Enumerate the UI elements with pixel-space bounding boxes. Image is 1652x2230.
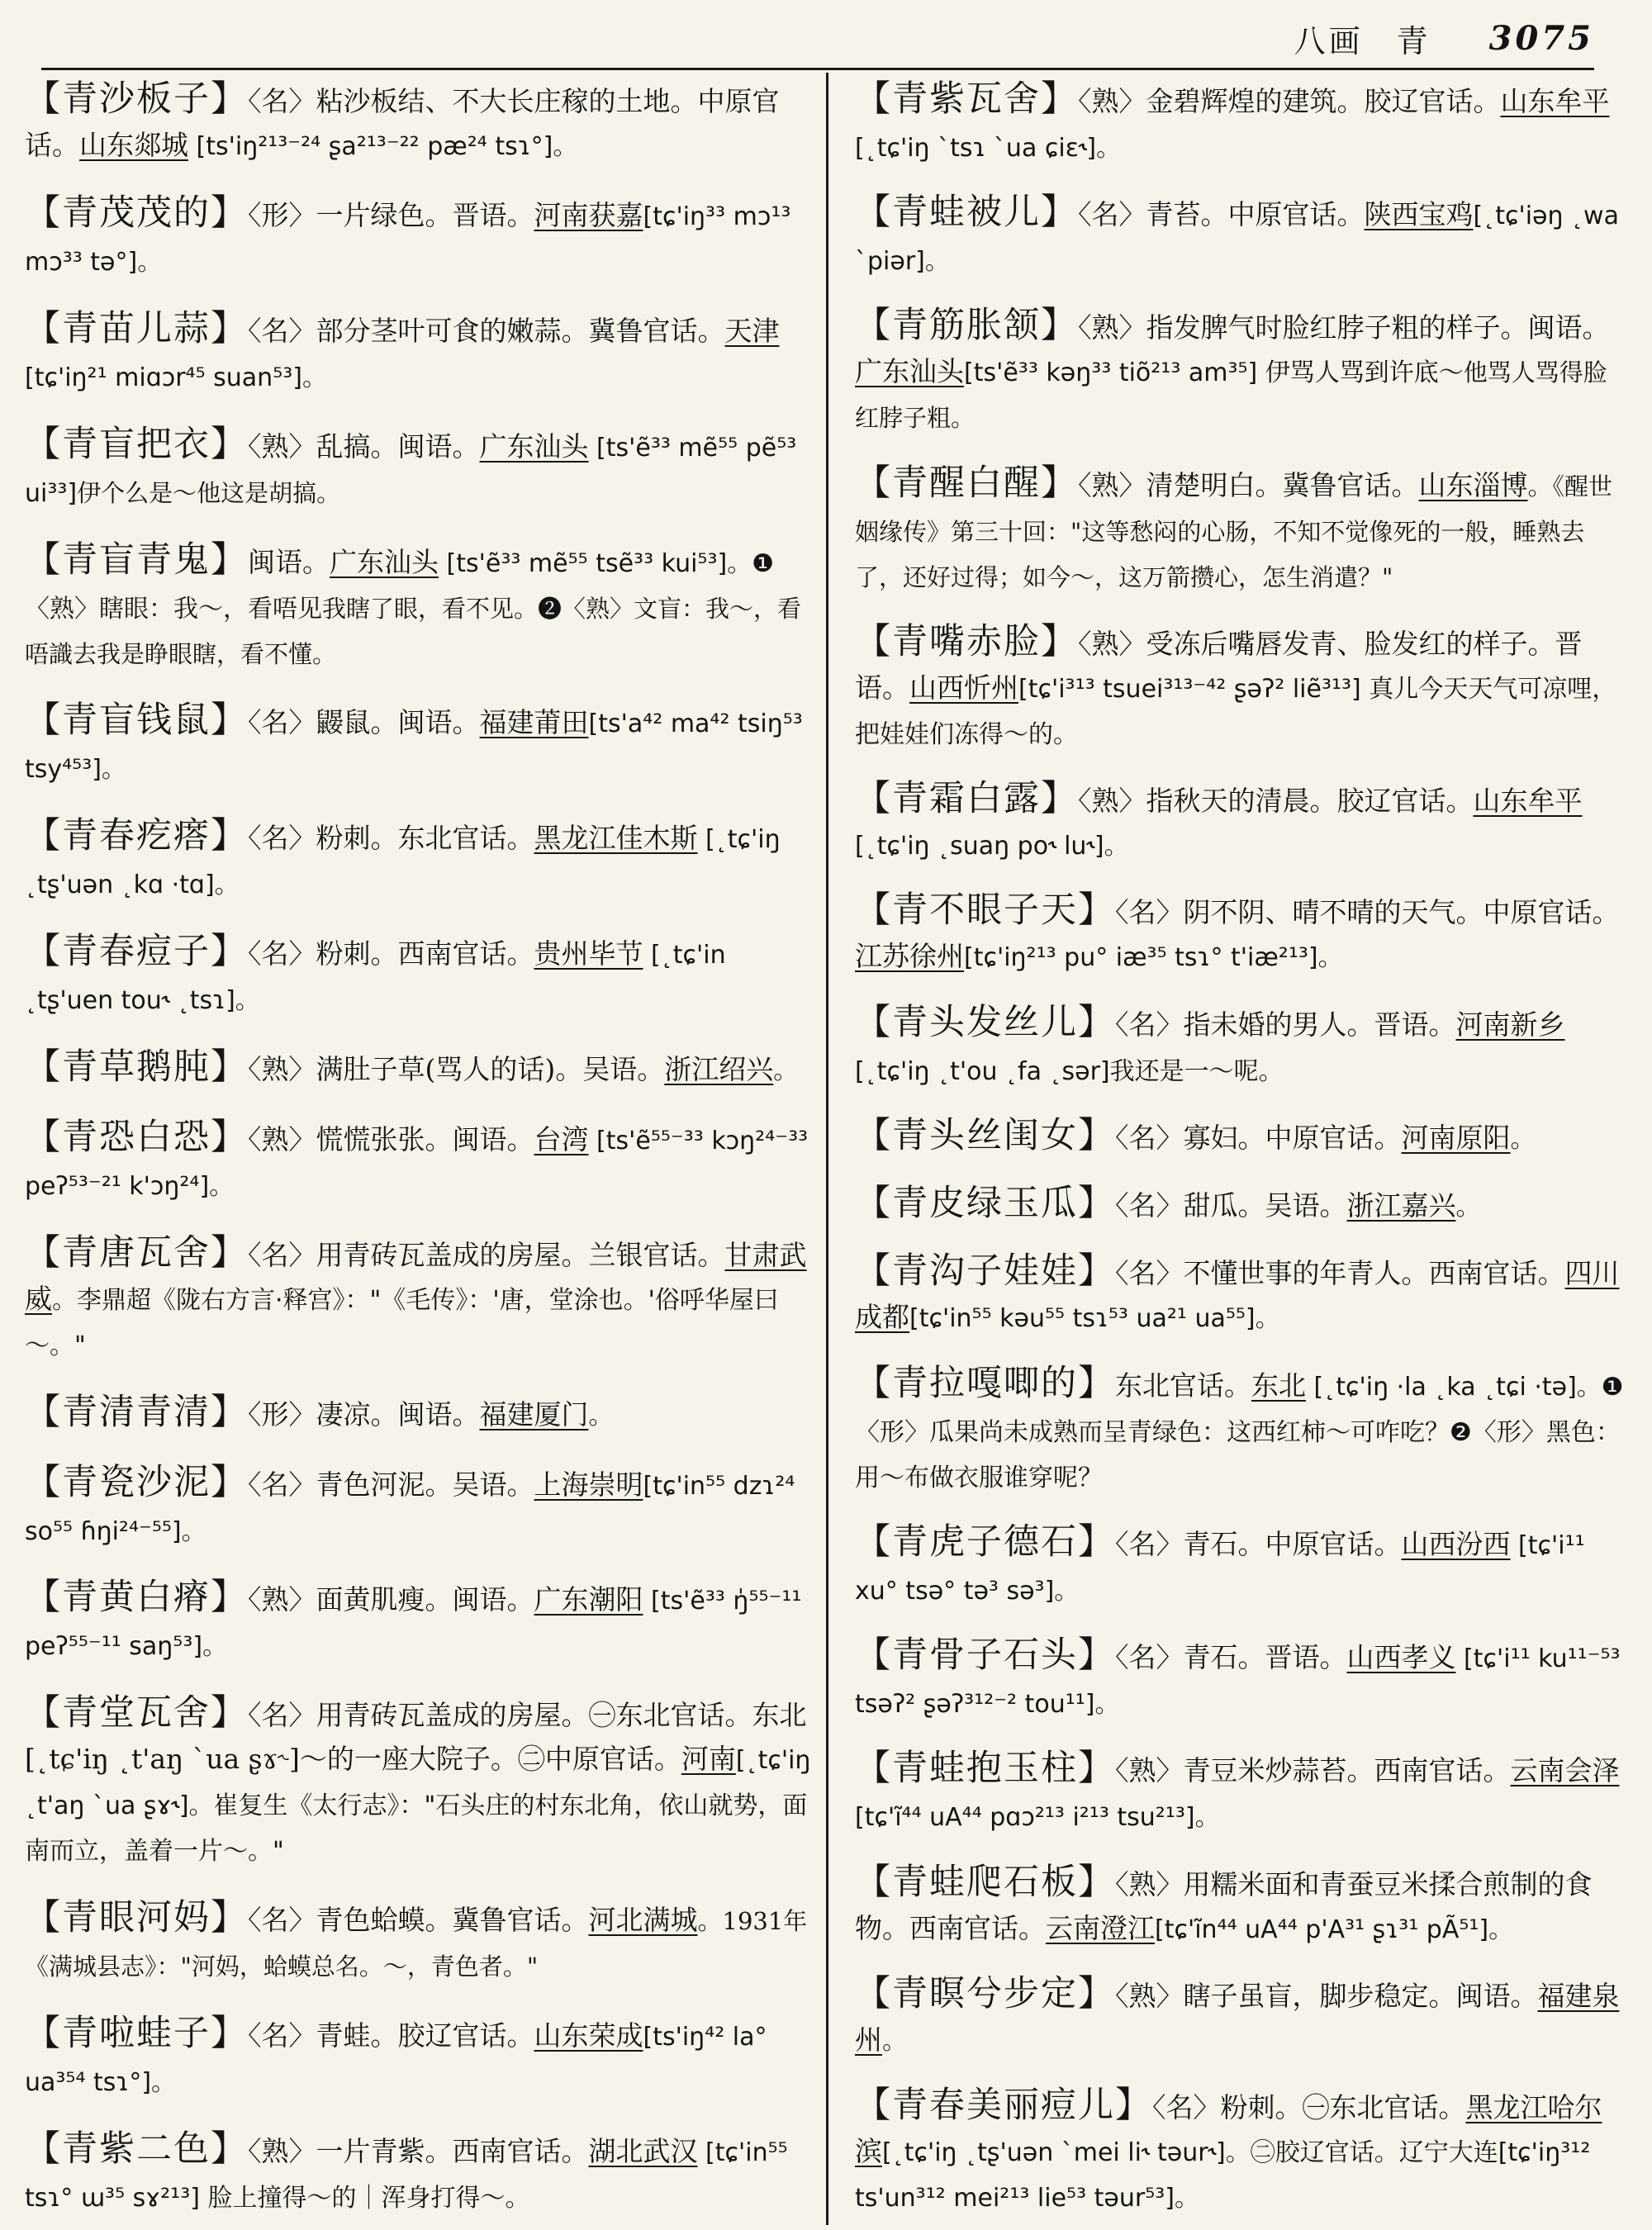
part-of-speech-tag: 〈名〉 xyxy=(248,1238,316,1271)
definition-text: 受冻后嘴唇发青、脸发红的样子。晋语。 xyxy=(855,627,1583,704)
dictionary-entry xyxy=(855,999,1627,1095)
location-name: 山东牟平 xyxy=(1473,785,1583,818)
pronunciation-text: [˛tɕ'iŋ ˛suaŋ po˞ lu˞]。 xyxy=(855,832,1129,861)
pronunciation-text: 。李鼎超《陇右方言·释宫》："《毛传》：'唐，堂涂也。'俗呼华屋曰～。" xyxy=(25,1285,779,1360)
location-name: 贵州毕节 xyxy=(534,937,643,970)
pronunciation-text: [tɕ'iŋ²¹³ pu° iæ³⁵ tsɿ° t'iæ²¹³]。 xyxy=(964,943,1343,973)
pronunciation-text: [˛tɕ'in ˛tʂ'uen tou˞ ˛tsɿ]。 xyxy=(25,941,726,1016)
pronunciation-text: [˛tɕ'iəŋ ˛wa ˋpiər]。 xyxy=(855,202,1619,277)
part-of-speech-tag: 〈名〉 xyxy=(248,2019,316,2052)
pronunciation-text: [˛tɕ'iŋ ˛t'ou ˛fa ˛sər]我还是一～呢。 xyxy=(855,1056,1284,1086)
headword: 【青沙板子】 xyxy=(25,78,248,120)
column-divider xyxy=(826,73,828,2225)
part-of-speech-tag: 〈熟〉 xyxy=(248,1053,316,1085)
pronunciation-text: [ts'ẽ³³ mẽ⁵⁵ pẽ⁵³ ui³³] xyxy=(25,433,797,508)
definition-text: 清楚明白。冀鲁官话。 xyxy=(1146,468,1419,501)
definition-text: 粘沙板结、不大长庄稼的土地。中原官话。 xyxy=(25,85,780,161)
headword: 【青沟子娃娃】 xyxy=(855,1250,1115,1293)
location-name: 山东郯城 xyxy=(79,129,188,161)
definition-text: 指秋天的清晨。胶辽官话。 xyxy=(1146,785,1474,818)
headword: 【青不眼子天】 xyxy=(855,890,1115,932)
dictionary-entry xyxy=(855,76,1627,172)
location-name: 上海崇明 xyxy=(534,1468,643,1501)
pronunciation-text: [˛tɕ'iŋ ˛t'aŋ ˋua ʂɤ˞]。崔复生《太行志》："石头庄的村东北角，依山就势，面南而立，盖着一片～。" xyxy=(25,1746,811,1867)
location-name: 天津 xyxy=(724,314,780,347)
definition-text: 粉刺。东北官话。 xyxy=(316,822,534,855)
headword: 【青皮绿玉瓜】 xyxy=(855,1183,1115,1225)
dictionary-entry xyxy=(855,1632,1627,1728)
pronunciation-text: 。 xyxy=(882,2026,907,2056)
location-name: 云南澄江 xyxy=(1046,1911,1155,1944)
location-name: 江苏徐州 xyxy=(855,940,964,973)
pronunciation-text: [˛tɕ'iŋ ˛tʂ'uən ˋmei li˞ təur˞]。㊁胶辽官话。辽宁大连[tɕ'iŋ³¹² ts'un³¹² mei²¹³ lie⁵³ təur⁵³]。 xyxy=(855,2137,1591,2213)
definition-text: 瞎子虽盲，脚步稳定。闽语。 xyxy=(1183,1979,1538,2012)
headword: 【青恐白恐】 xyxy=(25,1116,248,1158)
definition-text: 金碧辉煌的建筑。胶辽官话。 xyxy=(1146,85,1501,117)
headword: 【青骨子石头】 xyxy=(855,1635,1115,1677)
part-of-speech-tag: 〈熟〉 xyxy=(248,429,316,463)
location-name: 浙江绍兴 xyxy=(664,1053,774,1085)
location-name: 福建厦门 xyxy=(479,1397,589,1431)
location-name: 甘肃武威 xyxy=(25,1238,807,1315)
pronunciation-text: 。 xyxy=(1527,472,1553,501)
example-text: 我瞎了眼，看不见。❷〈熟〉文盲：我～，看唔識去我是睁眼瞎，看不懂。 xyxy=(25,594,802,668)
dictionary-entry xyxy=(25,1114,814,1210)
pronunciation-text: [ts'ẽ³³ mẽ⁵⁵ tsẽ³³ kui⁵³]。❶〈熟〉瞎眼：我～，看唔见 xyxy=(25,548,775,624)
pronunciation-text: 。 xyxy=(697,1907,723,1937)
dictionary-entry xyxy=(855,619,1627,758)
part-of-speech-tag: 〈名〉 xyxy=(1115,1121,1184,1154)
dictionary-entry xyxy=(855,1971,1627,2065)
dictionary-entry xyxy=(25,421,814,517)
definition-text: 用糯米面和青蚕豆米揉合煎制的食物。西南官话。 xyxy=(855,1867,1593,1944)
location-name: 东北 xyxy=(1251,1369,1306,1402)
example-text: 《醒世姻缘传》第三十回："这等愁闷的心肠，不知不觉像死的一般，睡熟去了，还好过得；如今～，这万箭攒心，怎生消遣？" xyxy=(855,472,1613,591)
location-name: 山西忻州 xyxy=(909,671,1018,704)
headword: 【青眼河妈】 xyxy=(25,1897,248,1939)
pronunciation-text: [ts'ẽ⁵⁵⁻³³ kɔŋ²⁴⁻³³ peʔ⁵³⁻²¹ k'ɔŋ²⁴]。 xyxy=(25,1126,809,1201)
part-of-speech-tag: 〈名〉 xyxy=(1115,896,1184,929)
definition-text: 青色河泥。吴语。 xyxy=(316,1468,534,1501)
location-name: 福建泉州 xyxy=(855,1979,1620,2056)
definition-text: 阴不阴、晴不晴的天气。中原官话。 xyxy=(1183,896,1620,929)
location-name: 山西汾西 xyxy=(1401,1527,1511,1560)
part-of-speech-tag: 〈名〉 xyxy=(1078,198,1146,231)
part-of-speech-tag: 〈形〉 xyxy=(248,198,316,231)
definition-text: 青石。中原官话。 xyxy=(1183,1527,1402,1560)
headword: 【青蛙抱玉柱】 xyxy=(855,1748,1115,1790)
pronunciation-text: [ts'a⁴² ma⁴² tsiŋ⁵³ tsy⁴⁵³]。 xyxy=(25,709,803,785)
definition-text: 东北官话。 xyxy=(1115,1369,1251,1402)
pronunciation-text: [tɕ'ĩn⁴⁴ uA⁴⁴ p'A³¹ ʂɿ³¹ pÃ⁵¹]。 xyxy=(1155,1914,1514,1944)
part-of-speech-tag: 〈熟〉 xyxy=(248,2134,316,2167)
dictionary-entry xyxy=(25,1690,814,1875)
location-name: 浙江嘉兴 xyxy=(1346,1189,1456,1222)
part-of-speech-tag: 〈熟〉 xyxy=(1078,311,1146,344)
headword: 【青盲把衣】 xyxy=(25,423,248,465)
pronunciation-text: 。 xyxy=(773,1056,799,1085)
location-name: 台湾 xyxy=(534,1122,589,1155)
part-of-speech-tag: 〈熟〉 xyxy=(1078,85,1146,117)
headword: 【青瞑兮步定】 xyxy=(855,1972,1115,2014)
pronunciation-text: [tɕ'i³¹³ tsuei³¹³⁻⁴² ʂəʔ² liẽ³¹³] 真儿今天天气可凉哩，把娃娃们冻得～的。 xyxy=(855,674,1617,749)
part-of-speech-tag: 〈熟〉 xyxy=(1078,468,1146,501)
headword: 【青茂茂的】 xyxy=(25,192,248,234)
definition-text: 甜瓜。吴语。 xyxy=(1183,1189,1347,1222)
definition-text: 青豆米炒蒜苔。西南官话。 xyxy=(1183,1754,1511,1787)
location-name: 河南获嘉 xyxy=(534,198,643,231)
headword: 【青盲钱鼠】 xyxy=(25,700,248,742)
location-name: 广东汕头 xyxy=(479,429,589,463)
part-of-speech-tag: 〈熟〉 xyxy=(248,1583,316,1616)
definition-text: 一片青紫。西南官话。 xyxy=(316,2134,589,2167)
dictionary-entry xyxy=(855,189,1627,285)
section-label: 八画 xyxy=(1294,22,1364,59)
part-of-speech-tag: 〈熟〉 xyxy=(1078,627,1146,660)
location-name: 山东荣成 xyxy=(534,2019,643,2052)
dictionary-entry xyxy=(855,1113,1627,1163)
headword: 【青蛙爬石板】 xyxy=(855,1861,1115,1903)
definition-text: 鼹鼠。闽语。 xyxy=(316,706,480,739)
pronunciation-text: 。 xyxy=(1455,1193,1481,1222)
part-of-speech-tag: 〈名〉 xyxy=(248,314,316,347)
pronunciation-text: [˛tɕ'iŋ ˛tʂ'uən ˛kɑ ·tɑ]。 xyxy=(25,825,781,900)
dictionary-entry xyxy=(855,1859,1627,1953)
dictionary-entry xyxy=(855,1519,1627,1615)
dictionary-entry xyxy=(25,1389,814,1440)
dictionary-entry xyxy=(25,1895,814,1990)
dictionary-entry xyxy=(855,887,1627,981)
dictionary-entry xyxy=(855,1360,1627,1502)
part-of-speech-tag: 〈名〉 xyxy=(1115,1257,1184,1290)
part-of-speech-tag: 〈名〉 xyxy=(248,1904,316,1937)
dictionary-entry xyxy=(25,1230,814,1369)
location-name: 湖北武汉 xyxy=(588,2134,698,2167)
dictionary-entry xyxy=(25,697,814,793)
location-name: 山东牟平 xyxy=(1500,85,1610,117)
location-name: 河南原阳 xyxy=(1401,1121,1511,1154)
definition-text: 慌慌张张。闽语。 xyxy=(316,1122,534,1155)
headword: 【青紫二色】 xyxy=(25,2128,248,2170)
definition-text: 青石。晋语。 xyxy=(1183,1641,1347,1674)
example-text: 1931年《满城县志》："河妈，蛤蟆总名。～，青色者。" xyxy=(25,1907,808,1981)
part-of-speech-tag: 〈名〉 xyxy=(248,1699,316,1732)
location-name: 福建莆田 xyxy=(479,706,589,739)
headword: 【青唐瓦舍】 xyxy=(25,1231,248,1274)
pronunciation-text: [tɕ'in⁵⁵ kəu⁵⁵ tsɿ⁵³ ua²¹ ua⁵⁵]。 xyxy=(909,1304,1280,1334)
dictionary-entry xyxy=(855,776,1627,870)
section-char: 青 xyxy=(1396,22,1431,59)
dictionary-entry xyxy=(855,1248,1627,1342)
dictionary-entry xyxy=(855,1180,1627,1231)
definition-text: 粉刺。西南官话。 xyxy=(316,937,534,970)
page-number: 3075 xyxy=(1488,18,1594,58)
pronunciation-text: [tɕ'iŋ²¹ miɑɔr⁴⁵ suan⁵³]。 xyxy=(25,363,327,392)
pronunciation-text: [tɕ'ĩ⁴⁴ uA⁴⁴ pɑɔ²¹³ i²¹³ tsu²¹³]。 xyxy=(855,1803,1220,1833)
dictionary-entry xyxy=(855,1745,1627,1841)
definition-text: 一片绿色。晋语。 xyxy=(316,198,534,231)
pronunciation-text: [˛tɕ'iŋ ·la ˛ka ˛tɕi ·tə]。❶〈形〉瓜果尚未成熟而呈青绿色：这西红柿～可咋吃？❷〈形〉黑色：用～布做衣服谁穿呢？ xyxy=(855,1372,1624,1492)
definition-text: 寡妇。中原官话。 xyxy=(1183,1121,1402,1154)
pronunciation-text: 。 xyxy=(1510,1124,1536,1154)
headword: 【青醒白醒】 xyxy=(855,462,1078,504)
dictionary-entry xyxy=(25,1574,814,1670)
definition-text: 乱搞。闽语。 xyxy=(316,429,480,463)
part-of-speech-tag: 〈名〉 xyxy=(1115,1008,1184,1041)
headword: 【青紫瓦舍】 xyxy=(855,78,1078,120)
headword: 【青嘴赤脸】 xyxy=(855,620,1078,662)
headword: 【青盲青鬼】 xyxy=(25,539,248,581)
pronunciation-text: [tɕ'i¹¹ xu° tsə° tə³ sə³]。 xyxy=(855,1530,1585,1606)
dictionary-entry xyxy=(25,2126,814,2222)
part-of-speech-tag: 〈名〉 xyxy=(248,1468,316,1501)
pronunciation-text: [ts'iŋ⁴² la° ua³⁵⁴ tsɿ°]。 xyxy=(25,2023,767,2097)
part-of-speech-tag: 〈熟〉 xyxy=(1115,1979,1184,2012)
definition-text: 青色蛤蟆。冀鲁官话。 xyxy=(316,1904,589,1937)
location-name: 广东汕头 xyxy=(330,545,439,578)
headword: 【青草鹅肫】 xyxy=(25,1046,248,1088)
definition-text: 青蛙。胶辽官话。 xyxy=(316,2019,534,2052)
dictionary-entry xyxy=(25,1044,814,1094)
dictionary-entry xyxy=(855,2082,1627,2222)
pronunciation-text: [tɕ'in⁵⁵ dzɿ²⁴ so⁵⁵ ɦŋi²⁴⁻⁵⁵]。 xyxy=(25,1471,795,1546)
headword: 【青虎子德石】 xyxy=(855,1521,1115,1563)
pronunciation-text: [ts'ẽ³³ ŋ̍⁵⁵⁻¹¹ peʔ⁵⁵⁻¹¹ saŋ⁵³]。 xyxy=(25,1587,802,1662)
dictionary-entry xyxy=(855,302,1627,442)
dictionary-entry xyxy=(25,190,814,286)
example-text: 他骂人骂得脸红脖子粗。 xyxy=(855,358,1607,433)
dictionary-entry xyxy=(25,813,814,909)
part-of-speech-tag: 〈名〉 xyxy=(248,937,316,970)
dictionary-entry xyxy=(25,537,814,678)
headword: 【青黄白瘠】 xyxy=(25,1577,248,1619)
headword: 【青筋胀颔】 xyxy=(855,305,1078,347)
definition-text: 满肚子草(骂人的话)。吴语。 xyxy=(316,1053,665,1085)
headword: 【青清青清】 xyxy=(25,1391,248,1433)
part-of-speech-tag: 〈熟〉 xyxy=(1115,1867,1184,1900)
pronunciation-text: [tɕ'in⁵⁵ tsɿ° ɯ³⁵ sɤ²¹³] 脸上撞得～的｜浑身打得～。 xyxy=(25,2137,788,2213)
pronunciation-text: [ts'ẽ³³ kəŋ³³ tiõ²¹³ am³⁵] 伊骂人骂到许底～ xyxy=(964,358,1464,388)
page-header xyxy=(50,12,1594,64)
definition-text: 用青砖瓦盖成的房屋。㊀东北官话。东北 [˛tɕ'iŋ ˛t'aŋ ˋua ʂɤ˞]～的一座大院子。㊁中原官话。 xyxy=(25,1699,807,1776)
pronunciation-text: [tɕ'i¹¹ ku¹¹⁻⁵³ tsəʔ² ʂəʔ³¹²⁻² tou¹¹]。 xyxy=(855,1644,1621,1720)
part-of-speech-tag: 〈名〉 xyxy=(1115,1641,1184,1674)
headword: 【青霜白露】 xyxy=(855,778,1078,820)
location-name: 河北满城 xyxy=(588,1904,698,1937)
part-of-speech-tag: 〈熟〉 xyxy=(1115,1754,1184,1787)
headword: 【青苗儿蒜】 xyxy=(25,307,248,349)
definition-text: 指未婚的男人。晋语。 xyxy=(1183,1008,1456,1041)
definition-text: 不懂世事的年青人。西南官话。 xyxy=(1183,1257,1565,1290)
dictionary-entry xyxy=(25,306,814,401)
location-name: 河南新乡 xyxy=(1455,1008,1565,1041)
left-column xyxy=(25,76,814,2222)
part-of-speech-tag: 〈名〉 xyxy=(248,822,316,855)
location-name: 四川成都 xyxy=(855,1257,1620,1334)
headword: 【青头发丝儿】 xyxy=(855,1001,1115,1043)
part-of-speech-tag: 〈名〉 xyxy=(248,706,316,739)
headword: 【青头丝闺女】 xyxy=(855,1114,1115,1156)
definition-text: 凄凉。闽语。 xyxy=(316,1397,480,1431)
headword: 【青春痘子】 xyxy=(25,931,248,973)
dictionary-entry xyxy=(25,928,814,1024)
part-of-speech-tag: 〈名〉 xyxy=(1115,1189,1184,1222)
pronunciation-text: 。 xyxy=(588,1401,614,1431)
headword: 【青春美丽痘儿】 xyxy=(855,2084,1152,2126)
location-name: 广东潮阳 xyxy=(534,1583,643,1616)
location-name: 云南会泽 xyxy=(1510,1754,1620,1787)
dictionary-entry xyxy=(25,1459,814,1555)
location-name: 陕西宝鸡 xyxy=(1364,198,1474,231)
dictionary-entry xyxy=(25,76,814,170)
location-name: 广东汕头 xyxy=(855,355,964,388)
location-name: 山东淄博 xyxy=(1418,468,1528,501)
header-rule xyxy=(41,68,1594,70)
pronunciation-text: [ts'iŋ²¹³⁻²⁴ ʂa²¹³⁻²² pæ²⁴ tsɿ°]。 xyxy=(188,132,578,161)
definition-text: 青苔。中原官话。 xyxy=(1146,198,1365,231)
location-name: 黑龙江佳木斯 xyxy=(534,822,698,855)
location-name: 黑龙江哈尔滨 xyxy=(855,2090,1602,2167)
headword: 【青啦蛙子】 xyxy=(25,2013,248,2054)
dictionary-entry xyxy=(855,460,1627,601)
headword: 【青蛙被儿】 xyxy=(855,192,1078,234)
example-text: 伊个么是～他这是胡搞。 xyxy=(77,478,341,507)
headword: 【青堂瓦舍】 xyxy=(25,1692,248,1734)
pronunciation-text: [tɕ'iŋ³³ mɔ¹³ mɔ³³ tə°]。 xyxy=(25,202,791,277)
pronunciation-text: [˛tɕ'iŋ ˋtsɿ ˋua ɕiɛ˞]。 xyxy=(855,134,1122,163)
definition-text: 粉刺。㊀东北官话。 xyxy=(1220,2090,1466,2123)
headword: 【青春疙瘩】 xyxy=(25,815,248,857)
definition-text: 指发脾气时脸红脖子粗的样子。闽语。 xyxy=(1146,311,1610,344)
right-column xyxy=(855,76,1627,2222)
part-of-speech-tag: 〈熟〉 xyxy=(1078,785,1146,818)
definition-text: 面黄肌瘦。闽语。 xyxy=(316,1583,534,1616)
part-of-speech-tag: 〈名〉 xyxy=(248,85,316,117)
headword: 【青瓷沙泥】 xyxy=(25,1461,248,1503)
definition-text: 用青砖瓦盖成的房屋。兰银官话。 xyxy=(316,1238,725,1271)
part-of-speech-tag: 〈形〉 xyxy=(248,1397,316,1431)
part-of-speech-tag: 〈名〉 xyxy=(1152,2090,1221,2123)
dictionary-entry xyxy=(25,2010,814,2106)
location-name: 山西孝义 xyxy=(1346,1641,1456,1674)
definition-text: 闽语。 xyxy=(248,545,330,578)
location-name: 河南 xyxy=(681,1743,736,1776)
part-of-speech-tag: 〈熟〉 xyxy=(248,1122,316,1155)
part-of-speech-tag: 〈名〉 xyxy=(1115,1527,1184,1560)
definition-text: 部分茎叶可食的嫩蒜。冀鲁官话。 xyxy=(316,314,725,347)
headword: 【青拉嘎唧的】 xyxy=(855,1362,1115,1404)
